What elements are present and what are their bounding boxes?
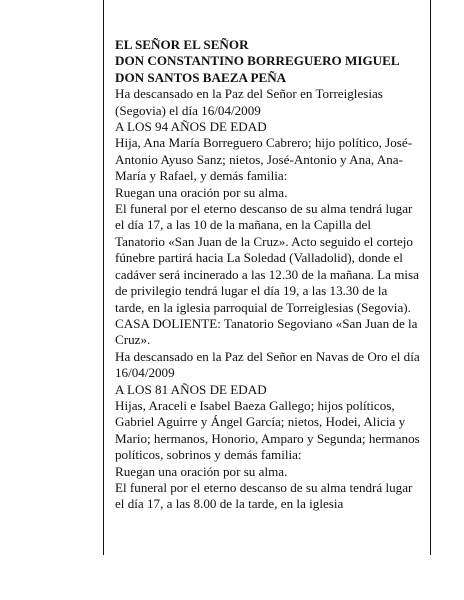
- obituary-1-funeral: El funeral por el eterno descanso de su alma tendrá lugar el día 17, a las 10 de la mañana, en la Capilla del Tanatorio «San Juan de la Cruz». Acto seguido el cortejo fúnebre partirá hacia La Soledad (Valladolid), donde el cadáver será incinerado a las 12.30 de la mañana. La misa de privilegio tendrá lugar el día 19, a las 13.30 de la tarde, en la iglesia parroquial de Torreiglesias (Segovia).: [115, 201, 419, 315]
- obituary-1-family: Hija, Ana María Borreguero Cabrero; hijo político, José-Antonio Ayuso Sanz; nietos, José-Antonio y Ana, Ana-María y Rafael, y demás familia:: [115, 135, 413, 184]
- heading-line-3: DON SANTOS BAEZA PEÑA: [115, 69, 287, 85]
- obituary-1-age: A LOS 94 AÑOS DE EDAD: [115, 119, 267, 135]
- heading-line-1: EL SEÑOR EL SEÑOR: [115, 37, 249, 52]
- obituary-text: [115, 37, 420, 513]
- obituary-1-house: CASA DOLIENTE: Tanatorio Segoviano «San Juan de la Cruz».: [115, 315, 418, 348]
- heading-line-2: DON CONSTANTINO BORREGUERO MIGUEL: [115, 53, 400, 69]
- obituary-2-rested: Ha descansado en la Paz del Señor en Navas de Oro el día 16/04/2009: [115, 348, 420, 381]
- obituary-2-funeral: El funeral por el eterno descanso de su alma tendrá lugar el día 17, a las 8.00 de la tarde, en la iglesia: [115, 479, 413, 512]
- obituary-2-family: Hijas, Araceli e Isabel Baeza Gallego; hijos políticos, Gabriel Aguirre y Ángel García; nietos, Hodei, Alicia y Mario; hermanos, Honorio, Amparo y Segunda; hermanos políticos, sobrinos y demás familia:: [115, 397, 420, 463]
- obituary-2-age: A LOS 81 AÑOS DE EDAD: [115, 381, 267, 397]
- obituary-1-prayer: Ruegan una oración por su alma.: [115, 184, 288, 200]
- obituary-1-rested: Ha descansado en la Paz del Señor en Torreiglesias (Segovia) el día 16/04/2009: [115, 86, 383, 118]
- obituary-2-prayer: Ruegan una oración por su alma.: [115, 463, 288, 479]
